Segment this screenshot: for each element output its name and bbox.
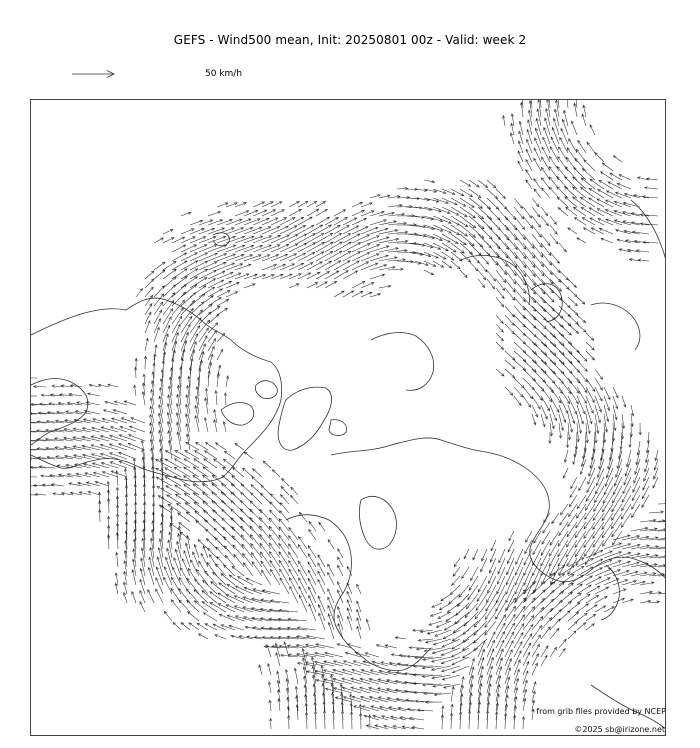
coastline-siberia — [371, 255, 529, 390]
coastlines — [31, 200, 666, 730]
coastline-eurasia — [331, 438, 666, 582]
reference-wind-arrow — [70, 68, 118, 80]
coastline-kamchatka — [531, 284, 640, 350]
map-title: GEFS - Wind500 mean, Init: 20250801 00z - Valid: week 2 — [173, 33, 527, 47]
data-source-credit: from grib files provided by NCEP — [536, 707, 666, 716]
reference-wind-label: 50 km/h — [205, 69, 243, 79]
coastline-greenland — [278, 387, 331, 450]
wind-vector-field — [31, 100, 666, 729]
wind-arrows — [31, 100, 666, 729]
coastline-scandinavia — [359, 496, 396, 549]
wind-map-canvas — [31, 100, 666, 736]
coastline-north-america — [31, 298, 282, 482]
wind-map — [30, 99, 666, 736]
copyright-notice: ©2025 sb@irizone.net — [574, 725, 665, 734]
